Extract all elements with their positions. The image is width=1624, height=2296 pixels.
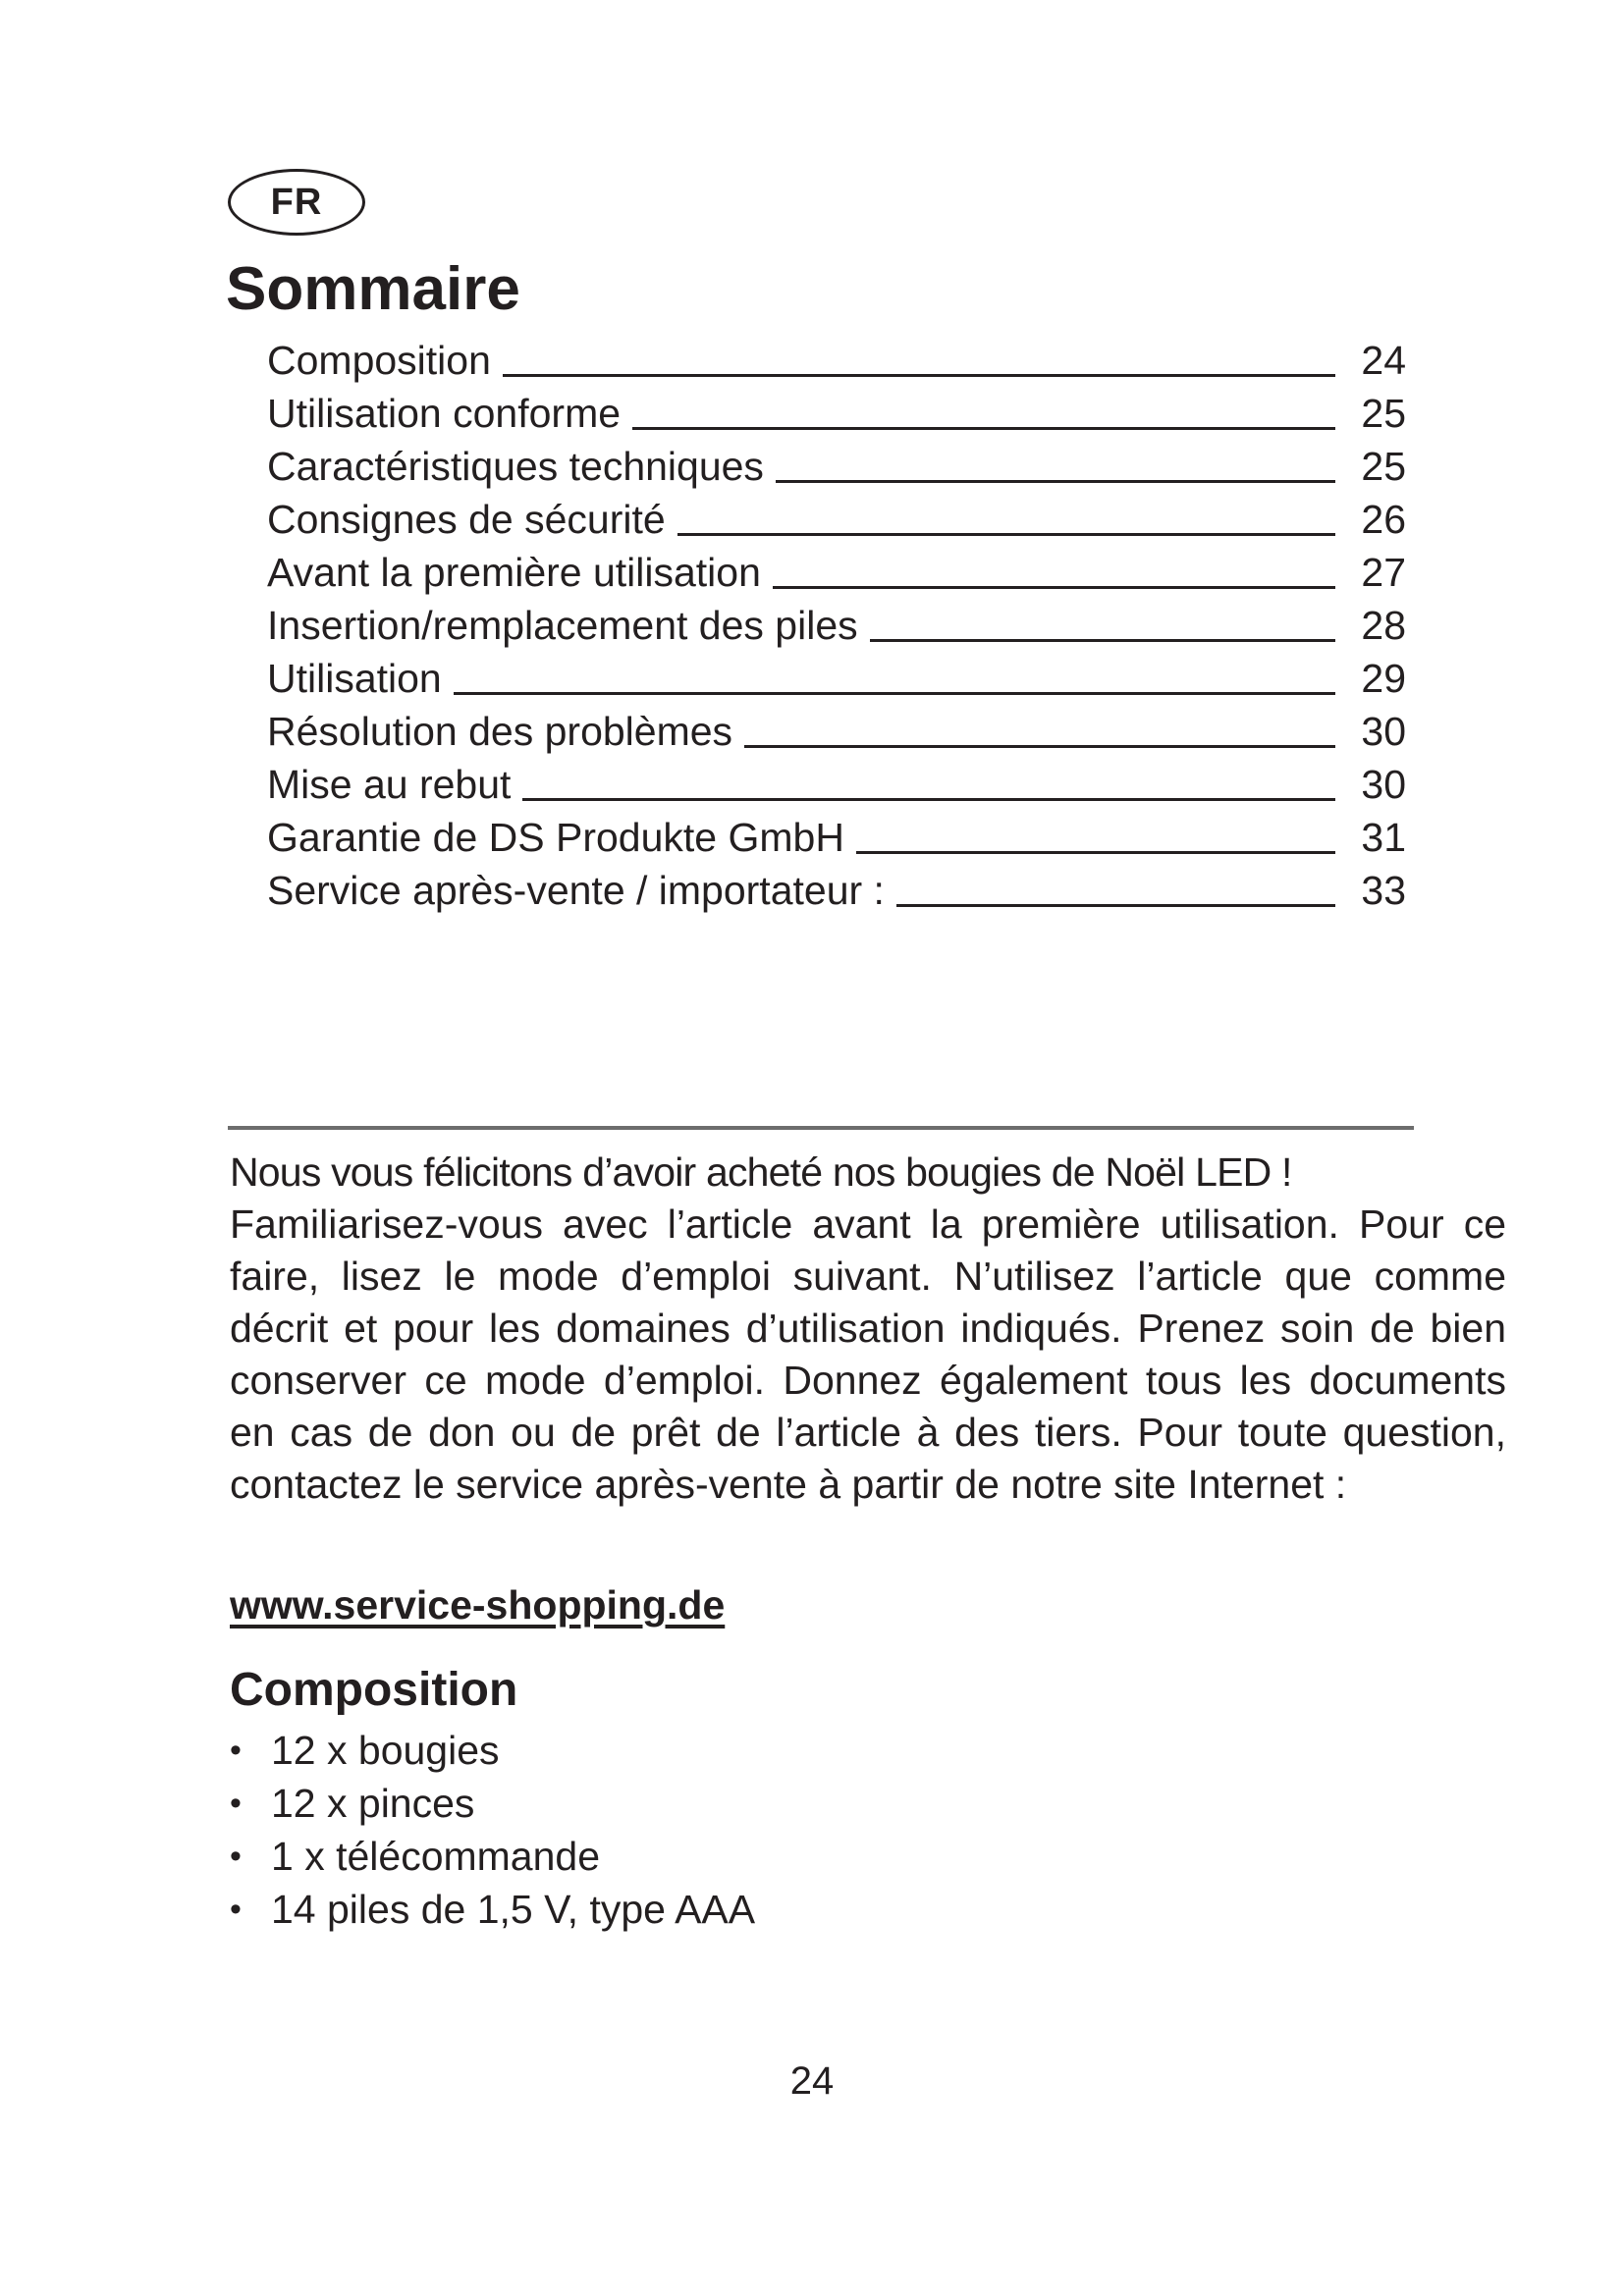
list-item-text: 1 x télécommande	[271, 1834, 601, 1879]
toc-entry	[267, 493, 1406, 546]
toc-entry-label: Consignes de sécurité	[267, 497, 666, 542]
list-item-text: 12 x pinces	[271, 1781, 475, 1826]
toc-entry-label: Avant la première utilisation	[267, 550, 761, 595]
toc-entry-page: 30	[1361, 709, 1406, 754]
toc-entry	[267, 334, 1406, 387]
language-badge: FR	[228, 169, 365, 236]
toc-entry-page: 25	[1361, 391, 1406, 436]
toc-entry	[267, 864, 1406, 917]
toc-entry-label: Service après-vente / importateur :	[267, 868, 885, 913]
list-item-text: 12 x bougies	[271, 1728, 500, 1773]
toc-leader-line	[870, 639, 1335, 642]
toc-entry-page: 26	[1361, 497, 1406, 542]
toc-entry	[267, 440, 1406, 493]
page-number: 24	[789, 2059, 835, 2103]
list-item	[230, 1883, 755, 1936]
bullet-icon: •	[230, 1732, 242, 1769]
page-title: Sommaire	[226, 255, 520, 323]
toc-leader-line	[856, 851, 1335, 854]
toc-entry-page: 28	[1361, 603, 1406, 648]
section-divider	[228, 1126, 1414, 1130]
toc-entry-page: 29	[1361, 656, 1406, 701]
toc-leader-line	[677, 533, 1335, 536]
toc-entry-page: 25	[1361, 444, 1406, 489]
list-item	[230, 1777, 755, 1830]
toc-entry	[267, 546, 1406, 599]
toc-entry-label: Résolution des problèmes	[267, 709, 733, 754]
toc-leader-line	[744, 745, 1335, 748]
toc-entry-label: Caractéristiques techniques	[267, 444, 764, 489]
toc-entry-label: Garantie de DS Produkte GmbH	[267, 815, 844, 860]
toc-entry-label: Mise au rebut	[267, 762, 512, 807]
list-item	[230, 1724, 755, 1777]
toc-entry	[267, 387, 1406, 440]
intro-body: Familiarisez-vous avec l’article avant la première utilisation. Pour ce faire, lisez le mode d’emploi suivant. N’utilisez l’article que comme décrit et pour les domaines d’utilisation indiqués. Prenez soin de bien conserver ce mode d’emploi. Donnez également tous les documents en cas de don ou de prêt de l’article à des tiers. Pour toute question, contactez le service après-vente à partir de notre site Internet :	[230, 1201, 1506, 1507]
service-website-link[interactable]: www.service-shopping.de	[230, 1582, 726, 1628]
toc-entry-label: Utilisation	[267, 656, 442, 701]
toc-leader-line	[896, 904, 1335, 907]
toc-leader-line	[522, 798, 1335, 801]
toc-entry	[267, 705, 1406, 758]
toc-leader-line	[454, 692, 1335, 695]
intro-paragraph	[230, 1147, 1506, 1511]
intro-lead-sentence: Nous vous félicitons d’avoir acheté nos bougies de Noël LED !	[230, 1149, 1292, 1195]
bullet-icon: •	[230, 1891, 242, 1928]
bullet-icon: •	[230, 1785, 242, 1822]
toc-entry-label: Utilisation conforme	[267, 391, 622, 436]
toc-entry-page: 30	[1361, 762, 1406, 807]
toc-entry-page: 24	[1361, 338, 1406, 383]
toc-leader-line	[632, 427, 1335, 430]
toc-entry-page: 31	[1361, 815, 1406, 860]
bullet-icon: •	[230, 1838, 242, 1875]
toc-entry	[267, 811, 1406, 864]
toc-entry-page: 33	[1361, 868, 1406, 913]
toc-leader-line	[503, 374, 1335, 377]
toc-entry	[267, 599, 1406, 652]
list-item-text: 14 piles de 1,5 V, type AAA	[271, 1887, 756, 1932]
toc-entry	[267, 652, 1406, 705]
toc-entry-label: Insertion/remplacement des piles	[267, 603, 858, 648]
toc-entry	[267, 758, 1406, 811]
toc-entry-label: Composition	[267, 338, 491, 383]
toc-leader-line	[776, 480, 1335, 483]
composition-heading: Composition	[230, 1664, 518, 1716]
list-item	[230, 1830, 755, 1883]
toc-entry-page: 27	[1361, 550, 1406, 595]
toc-leader-line	[773, 586, 1335, 589]
table-of-contents	[267, 334, 1406, 917]
composition-list	[230, 1724, 755, 1936]
